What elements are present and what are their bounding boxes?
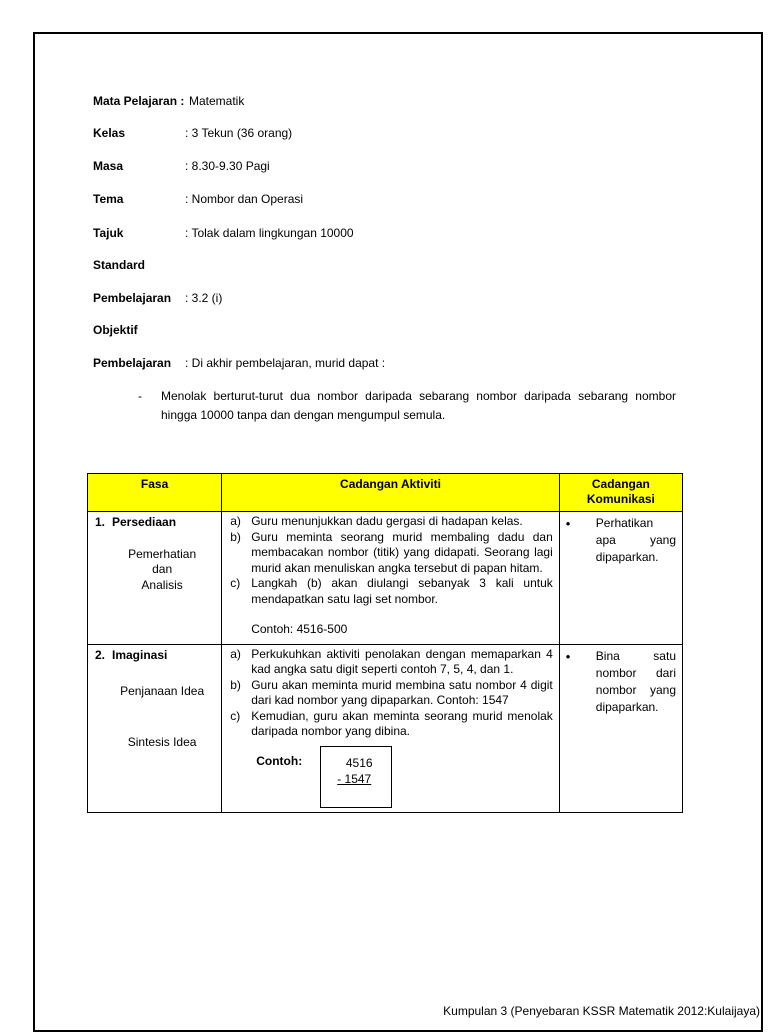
subtraction-box xyxy=(320,746,392,808)
column-header-fasa: Fasa xyxy=(88,474,222,512)
activity-item xyxy=(228,678,553,709)
minuend: 4516 xyxy=(345,755,373,770)
activities-cell xyxy=(222,644,560,812)
phase-cell xyxy=(88,644,222,812)
info-label: Standard xyxy=(93,258,146,272)
activity-item xyxy=(228,514,553,530)
activities-cell xyxy=(222,512,560,645)
activity-item xyxy=(228,530,553,577)
phase-title: Imaginasi xyxy=(112,647,168,662)
activity-letter: a) xyxy=(230,646,241,661)
activity-text: Guru akan meminta murid membina satu nombor 4 digit dari kad nombor yang dipaparkan. Contoh: 1547 xyxy=(251,677,553,707)
info-value: Matematik xyxy=(189,94,245,108)
communication-text: Bina satu nombor dari nombor yang dipaparkan. xyxy=(595,648,676,714)
activity-letter: c) xyxy=(230,576,241,590)
communication-item xyxy=(566,515,676,566)
phase-cell xyxy=(88,512,222,645)
column-header-cadangan-aktiviti: Cadangan Aktiviti xyxy=(222,474,560,512)
communication-cell xyxy=(559,644,682,812)
activity-item xyxy=(228,647,553,678)
table-header-row xyxy=(88,474,683,512)
phase-sub-label: Analisis xyxy=(141,577,183,592)
phase-sub-label: Pemerhatian xyxy=(128,546,197,561)
phase-sub-label: dan xyxy=(152,562,173,576)
activity-text: Guru menunjukkan dadu gergasi di hadapan kelas. xyxy=(251,514,523,528)
info-label: Tema xyxy=(93,192,124,206)
activity-item xyxy=(228,709,553,740)
communication-item xyxy=(566,648,676,716)
communication-text: Perhatikan apa yang dipaparkan. xyxy=(595,516,676,564)
info-value: : Tolak dalam lingkungan 10000 xyxy=(185,226,354,240)
info-label: Mata Pelajaran : xyxy=(93,94,185,108)
info-label: Masa xyxy=(93,159,124,173)
bullet-icon: • xyxy=(565,648,571,664)
example-label: Contoh: xyxy=(256,753,303,768)
activity-letter: b) xyxy=(230,529,241,544)
example-text: Contoh: 4516-500 xyxy=(251,622,348,636)
activity-text: Kemudian, guru akan meminta seorang murid menolak daripada nombor yang dibina. xyxy=(251,708,553,738)
objective-text: Menolak berturut-turut dua nombor daripada sebarang nombor daripada sebarang nombor hingga 10000 tanpa dan dengan mengumpul semula. xyxy=(161,389,676,422)
info-value: : 3.2 (i) xyxy=(185,291,223,305)
bullet-icon: • xyxy=(565,516,571,531)
page-footer: Kumpulan 3 (Penyebaran KSSR Matematik 2012:Kulaijaya) xyxy=(443,1004,760,1018)
info-label: Pembelajaran xyxy=(93,291,172,305)
info-label: Objektif xyxy=(93,323,138,337)
phase-number: 2. xyxy=(95,647,106,662)
table-row xyxy=(88,644,683,812)
info-label: Pembelajaran xyxy=(93,356,172,370)
info-value: : 3 Tekun (36 orang) xyxy=(185,126,293,140)
activity-letter: c) xyxy=(230,708,241,723)
activity-letter: a) xyxy=(230,514,241,528)
activity-text: Langkah (b) akan diulangi sebanyak 3 kali untuk mendapatkan satu lagi set nombor. xyxy=(251,576,553,606)
phase-sub-label: Penjanaan Idea xyxy=(120,684,205,698)
info-value: : Di akhir pembelajaran, murid dapat : xyxy=(185,356,386,370)
info-value: : 8.30-9.30 Pagi xyxy=(185,159,270,173)
table-row xyxy=(88,512,683,645)
subtraction-example xyxy=(228,740,553,812)
info-value: : Nombor dan Operasi xyxy=(185,192,304,206)
column-header-cadangan-komunikasi: Cadangan Komunikasi xyxy=(559,474,682,512)
info-label: Kelas xyxy=(93,126,126,140)
objective-item xyxy=(138,387,676,425)
activity-text: Perkukuhkan aktiviti penolakan dengan memaparkan 4 kad angka satu digit seperti contoh 7, 5, 4, dan 1. xyxy=(251,646,553,676)
activity-item xyxy=(228,576,553,607)
activity-letter: b) xyxy=(230,677,241,692)
activity-text: Guru meminta seorang murid membaling dadu dan membacakan nombor (titik) yang didapati. Seorang lagi murid akan menuliskan angka tersebut di papan hitam. xyxy=(251,529,553,575)
dash-bullet: - xyxy=(138,389,142,403)
phase-number: 1. xyxy=(95,515,106,529)
phase-sub-label: Sintesis Idea xyxy=(127,734,197,749)
communication-cell xyxy=(559,512,682,645)
info-label: Tajuk xyxy=(93,226,124,240)
phase-title: Persediaan xyxy=(112,515,177,529)
subtrahend: - 1547 xyxy=(337,771,372,786)
lesson-plan-table xyxy=(87,473,683,813)
